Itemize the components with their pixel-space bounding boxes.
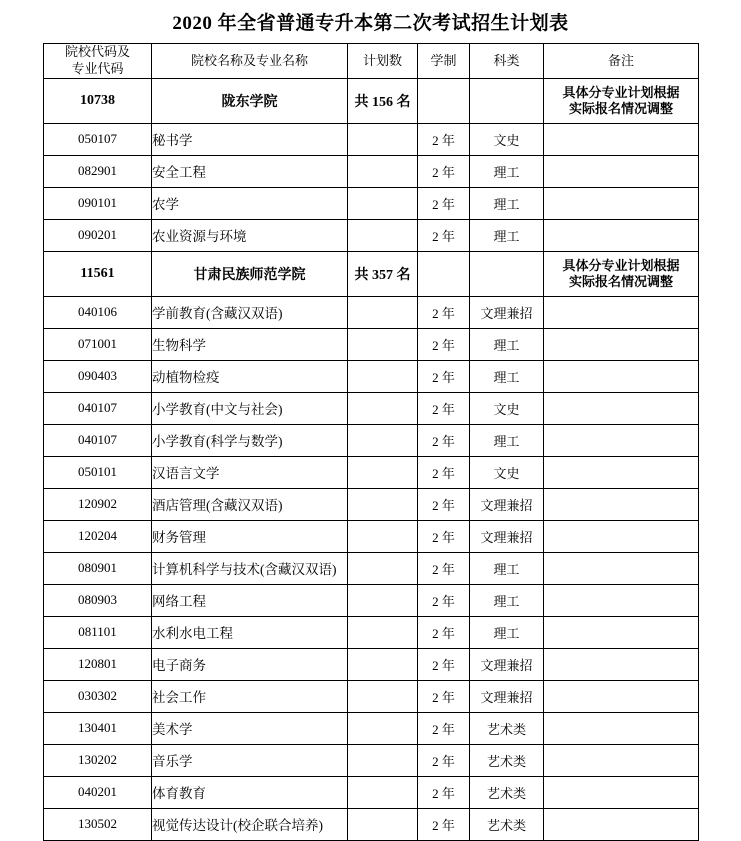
cell-category (470, 78, 544, 123)
cell-plan-count (348, 776, 418, 808)
table-row (44, 456, 699, 488)
cell-category: 艺术类 (470, 712, 544, 744)
cell-code: 120204 (44, 520, 152, 552)
cell-major-name: 生物科学 (152, 328, 348, 360)
table-row (44, 808, 699, 840)
cell-code: 082901 (44, 155, 152, 187)
cell-plan-count (348, 520, 418, 552)
cell-category: 文理兼招 (470, 648, 544, 680)
plan-table-wrapper (43, 43, 698, 841)
cell-plan-count (348, 712, 418, 744)
cell-duration: 2 年 (418, 328, 470, 360)
cell-duration: 2 年 (418, 219, 470, 251)
cell-major-name: 体育教育 (152, 776, 348, 808)
cell-plan-count (348, 584, 418, 616)
cell-school-name: 陇东学院 (152, 78, 348, 123)
table-header-row (44, 44, 699, 79)
table-row (44, 712, 699, 744)
cell-duration: 2 年 (418, 744, 470, 776)
enrollment-plan-table (43, 43, 699, 841)
cell-category: 文史 (470, 456, 544, 488)
cell-duration: 2 年 (418, 123, 470, 155)
cell-plan-count (348, 328, 418, 360)
cell-plan-count (348, 744, 418, 776)
table-row (44, 123, 699, 155)
cell-category: 文史 (470, 123, 544, 155)
cell-category: 艺术类 (470, 744, 544, 776)
table-row (44, 488, 699, 520)
cell-remark (544, 488, 699, 520)
cell-duration: 2 年 (418, 552, 470, 584)
cell-plan-count (348, 648, 418, 680)
table-row (44, 552, 699, 584)
cell-code: 030302 (44, 680, 152, 712)
cell-plan-count (348, 392, 418, 424)
column-header-remark: 备注 (544, 44, 699, 79)
cell-duration (418, 251, 470, 296)
cell-category: 理工 (470, 328, 544, 360)
cell-duration: 2 年 (418, 360, 470, 392)
table-row (44, 155, 699, 187)
cell-major-name: 财务管理 (152, 520, 348, 552)
cell-remark (544, 744, 699, 776)
cell-major-name: 学前教育(含藏汉双语) (152, 296, 348, 328)
cell-category (470, 251, 544, 296)
cell-code: 090201 (44, 219, 152, 251)
cell-major-name: 水利水电工程 (152, 616, 348, 648)
cell-duration: 2 年 (418, 680, 470, 712)
cell-duration: 2 年 (418, 616, 470, 648)
cell-plan-count (348, 155, 418, 187)
cell-major-name: 动植物检疫 (152, 360, 348, 392)
column-header-code (44, 44, 152, 79)
cell-remark (544, 680, 699, 712)
cell-category: 理工 (470, 360, 544, 392)
table-row (44, 251, 699, 296)
cell-major-name: 汉语言文学 (152, 456, 348, 488)
cell-remark (544, 616, 699, 648)
column-header-code-line2: 专业代码 (71, 60, 124, 76)
cell-remark-line1: 具体分专业计划根据 (562, 84, 680, 100)
cell-code: 120801 (44, 648, 152, 680)
cell-plan-count: 共 357 名 (348, 251, 418, 296)
cell-major-name: 小学教育(中文与社会) (152, 392, 348, 424)
cell-duration: 2 年 (418, 488, 470, 520)
cell-remark (544, 520, 699, 552)
cell-remark (544, 219, 699, 251)
cell-remark-line2: 实际报名情况调整 (568, 100, 673, 116)
cell-remark (544, 328, 699, 360)
cell-code: 080901 (44, 552, 152, 584)
cell-category: 理工 (470, 424, 544, 456)
cell-code: 11561 (44, 251, 152, 296)
column-header-code-line1: 院校代码及 (64, 44, 130, 59)
cell-remark (544, 648, 699, 680)
cell-code: 130202 (44, 744, 152, 776)
cell-remark (544, 187, 699, 219)
cell-duration: 2 年 (418, 187, 470, 219)
column-header-plan-count: 计划数 (348, 44, 418, 79)
cell-remark (544, 360, 699, 392)
cell-code: 130502 (44, 808, 152, 840)
cell-major-name: 小学教育(科学与数学) (152, 424, 348, 456)
cell-remark (544, 155, 699, 187)
table-row (44, 424, 699, 456)
cell-plan-count (348, 123, 418, 155)
page-title: 2020 年全省普通专升本第二次考试招生计划表 (172, 13, 569, 34)
cell-major-name: 美术学 (152, 712, 348, 744)
cell-remark (544, 808, 699, 840)
table-row (44, 584, 699, 616)
table-row (44, 392, 699, 424)
cell-code: 090403 (44, 360, 152, 392)
cell-remark (544, 123, 699, 155)
cell-code: 10738 (44, 78, 152, 123)
cell-remark (544, 78, 699, 123)
cell-duration: 2 年 (418, 808, 470, 840)
cell-duration: 2 年 (418, 424, 470, 456)
table-row (44, 776, 699, 808)
cell-plan-count: 共 156 名 (348, 78, 418, 123)
table-body (44, 78, 699, 840)
cell-code: 120902 (44, 488, 152, 520)
cell-remark (544, 424, 699, 456)
cell-remark (544, 456, 699, 488)
cell-category: 艺术类 (470, 776, 544, 808)
cell-code: 040107 (44, 392, 152, 424)
column-header-category: 科类 (470, 44, 544, 79)
cell-major-name: 农业资源与环境 (152, 219, 348, 251)
cell-major-name: 社会工作 (152, 680, 348, 712)
cell-code: 081101 (44, 616, 152, 648)
cell-category: 文理兼招 (470, 296, 544, 328)
cell-plan-count (348, 219, 418, 251)
cell-remark (544, 776, 699, 808)
cell-major-name: 农学 (152, 187, 348, 219)
cell-code: 040107 (44, 424, 152, 456)
cell-plan-count (348, 616, 418, 648)
cell-category: 理工 (470, 155, 544, 187)
cell-duration: 2 年 (418, 648, 470, 680)
table-row (44, 328, 699, 360)
cell-code: 130401 (44, 712, 152, 744)
cell-remark (544, 251, 699, 296)
column-header-name: 院校名称及专业名称 (152, 44, 348, 79)
cell-category: 文理兼招 (470, 488, 544, 520)
cell-category: 理工 (470, 616, 544, 648)
table-row (44, 296, 699, 328)
cell-category: 文史 (470, 392, 544, 424)
cell-major-name: 酒店管理(含藏汉双语) (152, 488, 348, 520)
cell-duration: 2 年 (418, 520, 470, 552)
cell-code: 090101 (44, 187, 152, 219)
cell-plan-count (348, 808, 418, 840)
cell-duration: 2 年 (418, 712, 470, 744)
cell-category: 理工 (470, 219, 544, 251)
table-row (44, 360, 699, 392)
cell-plan-count (348, 424, 418, 456)
cell-plan-count (348, 680, 418, 712)
table-row (44, 744, 699, 776)
cell-major-name: 秘书学 (152, 123, 348, 155)
cell-remark (544, 584, 699, 616)
table-row (44, 187, 699, 219)
cell-plan-count (348, 187, 418, 219)
cell-code: 071001 (44, 328, 152, 360)
cell-duration: 2 年 (418, 392, 470, 424)
cell-duration: 2 年 (418, 296, 470, 328)
cell-remark-line2: 实际报名情况调整 (568, 273, 673, 289)
cell-category: 文理兼招 (470, 520, 544, 552)
cell-plan-count (348, 488, 418, 520)
table-row (44, 616, 699, 648)
cell-code: 050107 (44, 123, 152, 155)
cell-category: 理工 (470, 584, 544, 616)
cell-remark (544, 296, 699, 328)
cell-remark (544, 552, 699, 584)
table-row (44, 219, 699, 251)
cell-remark-line1: 具体分专业计划根据 (562, 257, 680, 273)
cell-code: 040201 (44, 776, 152, 808)
cell-plan-count (348, 360, 418, 392)
cell-remark (544, 392, 699, 424)
cell-major-name: 视觉传达设计(校企联合培养) (152, 808, 348, 840)
cell-plan-count (348, 552, 418, 584)
cell-category: 艺术类 (470, 808, 544, 840)
cell-major-name: 安全工程 (152, 155, 348, 187)
table-row (44, 520, 699, 552)
cell-code: 040106 (44, 296, 152, 328)
cell-plan-count (348, 456, 418, 488)
cell-major-name: 网络工程 (152, 584, 348, 616)
cell-category: 理工 (470, 187, 544, 219)
cell-duration (418, 78, 470, 123)
column-header-duration: 学制 (418, 44, 470, 79)
cell-code: 080903 (44, 584, 152, 616)
cell-duration: 2 年 (418, 456, 470, 488)
table-row (44, 78, 699, 123)
cell-category: 文理兼招 (470, 680, 544, 712)
cell-code: 050101 (44, 456, 152, 488)
cell-category: 理工 (470, 552, 544, 584)
table-row (44, 648, 699, 680)
table-header (44, 44, 699, 79)
cell-major-name: 电子商务 (152, 648, 348, 680)
cell-duration: 2 年 (418, 584, 470, 616)
cell-plan-count (348, 296, 418, 328)
cell-remark (544, 712, 699, 744)
cell-school-name: 甘肃民族师范学院 (152, 251, 348, 296)
table-row (44, 680, 699, 712)
cell-major-name: 音乐学 (152, 744, 348, 776)
cell-duration: 2 年 (418, 155, 470, 187)
cell-major-name: 计算机科学与技术(含藏汉双语) (152, 552, 348, 584)
cell-duration: 2 年 (418, 776, 470, 808)
